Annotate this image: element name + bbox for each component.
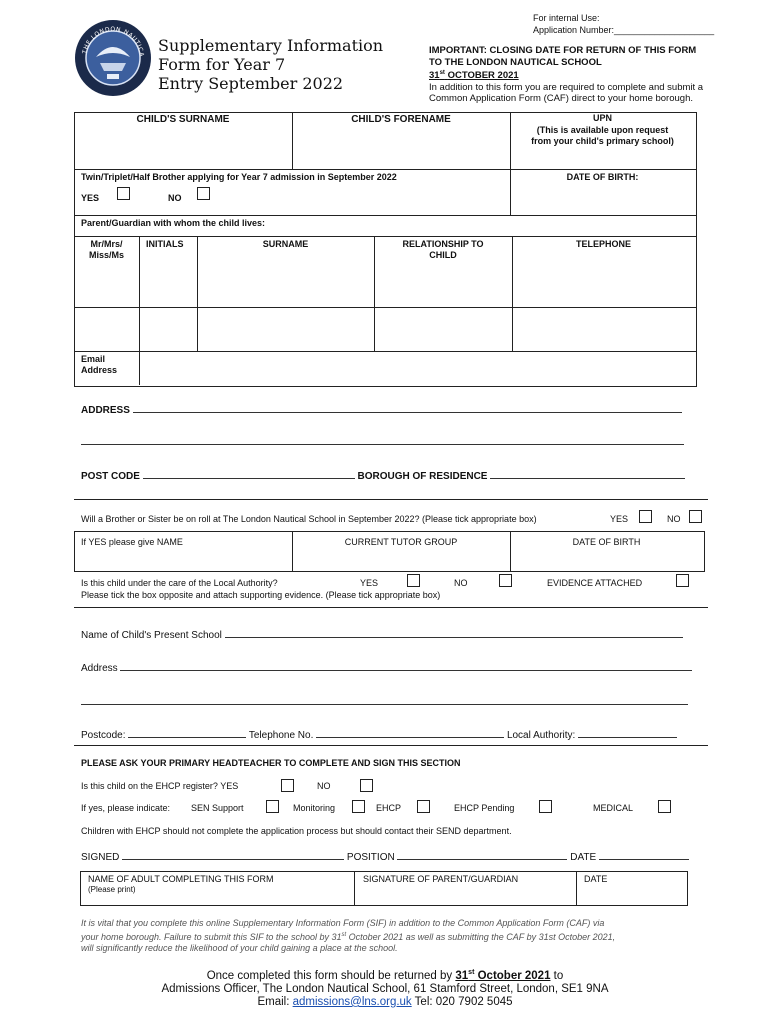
child-forename-header: CHILD'S FORENAME — [351, 114, 451, 125]
telephone-text: Tel: 020 7902 5045 — [411, 995, 513, 1008]
caf-note-line-1: In addition to this form you are required to complete and submit a — [429, 81, 704, 93]
sibling-yes-label: YES — [610, 514, 629, 524]
school-telephone-field[interactable] — [316, 727, 504, 738]
email-label-1: Email — [81, 354, 106, 364]
parent-signature-label: SIGNATURE OF PARENT/GUARDIAN — [363, 874, 519, 884]
sibling-dob-label: DATE OF BIRTH — [572, 537, 641, 547]
ehcp-question: Is this child on the EHCP register? YES — [81, 781, 239, 791]
address-line-2[interactable] — [81, 434, 684, 445]
title-line-2: Form for Year 7 — [158, 55, 286, 74]
return-day: 31 — [455, 969, 469, 982]
sibling-question: Will a Brother or Sister be on roll at The London Nautical School in September 2022? (Please tick appropriate box) — [81, 514, 537, 524]
monitoring-checkbox[interactable] — [352, 800, 365, 813]
address-line-1[interactable] — [133, 402, 682, 413]
internal-use-label: For internal Use: — [533, 13, 600, 23]
school-postcode-label: Postcode: — [81, 730, 126, 741]
school-address-line-2[interactable] — [81, 694, 688, 705]
ehcp-pending-label: EHCP Pending — [454, 803, 515, 813]
date-label: DATE — [570, 852, 597, 863]
twin-yes-label: YES — [81, 193, 100, 203]
ehcp-yes-checkbox[interactable] — [281, 779, 294, 792]
return-date: October 2021 — [474, 969, 551, 982]
title-line-1: Supplementary Information — [158, 36, 384, 55]
email-label: Email: — [257, 995, 293, 1008]
twin-question: Twin/Triplet/Half Brother applying for Year 7 admission in September 2022 — [81, 172, 397, 182]
evidence-label: EVIDENCE ATTACHED — [547, 578, 643, 588]
twin-no-checkbox[interactable] — [197, 187, 210, 200]
signed-field[interactable] — [122, 849, 344, 860]
medical-checkbox[interactable] — [658, 800, 671, 813]
col-title-2: Miss/Ms — [88, 250, 124, 260]
headteacher-heading: PLEASE ASK YOUR PRIMARY HEADTEACHER TO COMPLETE AND SIGN THIS SECTION — [81, 758, 461, 768]
caf-note-line-2: Common Application Form (CAF) direct to your home borough. — [429, 93, 693, 105]
admissions-email-link[interactable]: admissions@lns.org.uk — [292, 995, 412, 1008]
important-line-1: IMPORTANT: CLOSING DATE FOR RETURN OF THIS FORM — [429, 45, 697, 56]
sen-support-checkbox[interactable] — [266, 800, 279, 813]
footer-italic-3: will significantly reduce the likelihood of your child gaining a place at the school. — [81, 943, 398, 953]
school-postcode-field[interactable] — [128, 727, 246, 738]
admissions-officer-address: Admissions Officer, The London Nautical School, 61 Stamford Street, London, SE1 9NA — [161, 982, 609, 995]
local-authority-label: Local Authority: — [506, 730, 576, 741]
col-surname: SURNAME — [262, 239, 309, 249]
upn-note-2: from your child's primary school) — [531, 136, 674, 146]
sibling-tutor-label: CURRENT TUTOR GROUP — [344, 537, 458, 547]
return-text-b: to — [550, 969, 564, 982]
position-label: POSITION — [346, 852, 395, 863]
footer-italic-2a: your home borough. Failure to submit this SIF to the school by 31 — [81, 931, 342, 942]
ehcp-label: EHCP — [376, 803, 402, 813]
col-title-1: Mr/Mrs/ — [90, 239, 123, 249]
ehcp-no-checkbox[interactable] — [360, 779, 373, 792]
sen-support-label: SEN Support — [191, 803, 244, 813]
return-text-a: Once completed this form should be returned by — [206, 969, 456, 982]
sign-date-label: DATE — [584, 874, 608, 884]
closing-day: 31 — [429, 70, 440, 82]
borough-field[interactable] — [490, 468, 685, 479]
sibling-no-checkbox[interactable] — [689, 510, 702, 523]
monitoring-label: Monitoring — [293, 803, 336, 813]
ehcp-no-label: NO — [317, 781, 331, 791]
adult-name-label: NAME OF ADULT COMPLETING THIS FORM — [88, 874, 274, 884]
care-question: Is this child under the care of the Local Authority? — [81, 578, 278, 588]
borough-label: BOROUGH OF RESIDENCE — [357, 471, 488, 482]
care-yes-checkbox[interactable] — [407, 574, 420, 587]
evidence-checkbox[interactable] — [676, 574, 689, 587]
email-label-2: Address — [81, 365, 118, 375]
ehcp-pending-checkbox[interactable] — [539, 800, 552, 813]
col-telephone: TELEPHONE — [575, 239, 631, 249]
twin-yes-checkbox[interactable] — [117, 187, 130, 200]
date-of-birth-label: DATE OF BIRTH: — [566, 172, 639, 182]
school-telephone-label: Telephone No. — [248, 730, 314, 741]
return-sup: st — [468, 969, 475, 976]
return-instruction — [0, 966, 770, 983]
application-number-field[interactable]: Application Number:____________________ — [533, 25, 715, 35]
care-yes-label: YES — [360, 578, 379, 588]
crest-text: THE LONDON NAUTICA — [81, 25, 146, 58]
position-field[interactable] — [397, 849, 567, 860]
care-no-label: NO — [454, 578, 468, 588]
footer-italic-1: It is vital that you complete this online Supplementary Information Form (SIF) in addition to the Common Application Form (CAF) via — [81, 918, 605, 928]
school-name-label: Name of Child's Present School — [81, 630, 222, 641]
important-line-2: TO THE LONDON NAUTICAL SCHOOL — [429, 56, 602, 68]
medical-label: MEDICAL — [593, 803, 634, 813]
sibling-name-label: If YES please give NAME — [81, 537, 183, 547]
school-address-label: Address — [81, 663, 118, 674]
sibling-no-label: NO — [667, 514, 681, 524]
footer-italic-2b: October 2021 as well as submitting the CAF by 31st October 2021, — [346, 931, 616, 942]
please-print-label: (Please print) — [88, 885, 136, 894]
child-surname-header: CHILD'S SURNAME — [136, 114, 230, 125]
postcode-field[interactable] — [143, 468, 355, 479]
school-crest-logo — [74, 19, 152, 97]
twin-no-label: NO — [168, 193, 182, 203]
care-note: Please tick the box opposite and attach supporting evidence. (Please tick appropriate box) — [81, 590, 441, 600]
ehcp-note: Children with EHCP should not complete the application process but should contact their SEND department. — [81, 826, 512, 836]
date-field[interactable] — [599, 849, 689, 860]
col-initials: INITIALS — [146, 239, 184, 249]
care-no-checkbox[interactable] — [499, 574, 512, 587]
ehcp-checkbox[interactable] — [417, 800, 430, 813]
signed-label: SIGNED — [81, 852, 120, 863]
indicate-label: If yes, please indicate: — [81, 803, 171, 813]
local-authority-field[interactable] — [578, 727, 677, 738]
upn-header: UPN — [592, 113, 612, 123]
closing-date — [429, 68, 759, 82]
address-label: ADDRESS — [81, 405, 130, 416]
title-line-3: Entry September 2022 — [158, 74, 344, 93]
footer-italic-2sup: st — [341, 931, 347, 938]
school-name-field[interactable] — [225, 627, 683, 638]
closing-sup: st — [439, 70, 445, 76]
col-relationship-1: RELATIONSHIP TO — [402, 239, 484, 249]
col-relationship-2: CHILD — [429, 250, 457, 260]
postcode-label: POST CODE — [81, 471, 140, 482]
closing-rest: OCTOBER 2021 — [447, 70, 519, 82]
sibling-yes-checkbox[interactable] — [639, 510, 652, 523]
school-address-line-1[interactable] — [120, 660, 692, 671]
guardian-label: Parent/Guardian with whom the child lives: — [81, 218, 266, 228]
upn-note-1: (This is available upon request — [536, 124, 669, 135]
